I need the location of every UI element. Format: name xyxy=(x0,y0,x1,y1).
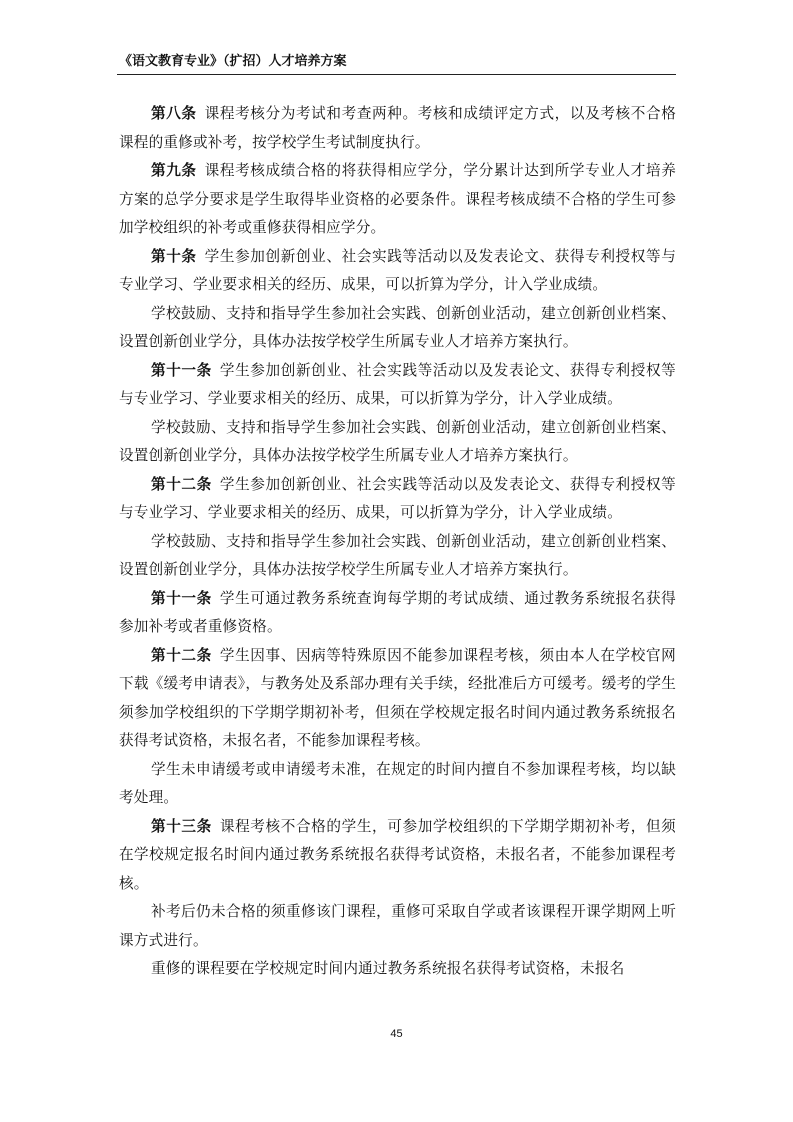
paragraph xyxy=(119,471,676,528)
paragraph-text: 学生参加创新创业、社会实践等活动以及发表论文、获得专利授权等与专业学习、学业要求相关的经历、成果，可以折算为学分，计入学业成绩。 xyxy=(119,247,676,293)
article-number: 第十二条 xyxy=(151,475,212,493)
paragraph xyxy=(119,100,676,157)
document-header-title: 《语文教育专业》（扩招）人才培养方案 xyxy=(119,54,347,69)
paragraph-text: 课程考核不合格的学生，可参加学校组织的下学期学期初补考，但须在学校规定报名时间内通过教务系统报名获得考试资格，未报名者，不能参加课程考核。 xyxy=(119,817,676,892)
paragraph-text: 学生未申请缓考或申请缓考未准，在规定的时间内擅自不参加课程考核，均以缺考处理。 xyxy=(119,760,676,806)
article-number: 第八条 xyxy=(151,105,197,122)
article-number: 第十三条 xyxy=(151,817,212,835)
paragraph-text: 学校鼓励、支持和指导学生参加社会实践、创新创业活动，建立创新创业档案、设置创新创业学分，具体办法按学校学生所属专业人才培养方案执行。 xyxy=(119,532,676,578)
paragraph-text: 学校鼓励、支持和指导学生参加社会实践、创新创业活动，建立创新创业档案、设置创新创业学分，具体办法按学校学生所属专业人才培养方案执行。 xyxy=(119,304,676,350)
paragraph xyxy=(119,528,676,585)
document-body xyxy=(119,100,676,984)
article-number: 第十二条 xyxy=(151,646,212,664)
paragraph xyxy=(119,898,676,955)
paragraph xyxy=(119,642,676,756)
paragraph-text: 重修的课程要在学校规定时间内通过教务系统报名获得考试资格，未报名 xyxy=(151,960,625,977)
paragraph-text: 学生参加创新创业、社会实践等活动以及发表论文、获得专利授权等与专业学习、学业要求相关的经历、成果，可以折算为学分，计入学业成绩。 xyxy=(119,475,676,521)
paragraph-text: 学生因事、因病等特殊原因不能参加课程考核，须由本人在学校官网下载《缓考申请表》，与教务处及系部办理有关手续，经批准后方可缓考。缓考的学生须参加学校组织的下学期学期初补考，但须在学校规定报名时间内通过教务系统报名获得考试资格，未报名者，不能参加课程考核。 xyxy=(119,646,676,749)
page-number: 45 xyxy=(390,1028,403,1040)
article-number: 第九条 xyxy=(151,162,197,179)
paragraph xyxy=(119,585,676,642)
paragraph xyxy=(119,813,676,899)
paragraph xyxy=(119,756,676,813)
paragraph-text: 补考后仍未合格的须重修该门课程，重修可采取自学或者该课程开课学期网上听课方式进行。 xyxy=(119,903,676,949)
paragraph xyxy=(119,157,676,243)
paragraph-text: 学校鼓励、支持和指导学生参加社会实践、创新创业活动，建立创新创业档案、设置创新创业学分，具体办法按学校学生所属专业人才培养方案执行。 xyxy=(119,418,676,464)
article-number: 第十一条 xyxy=(151,361,212,379)
header-divider xyxy=(117,74,676,75)
paragraph xyxy=(119,300,676,357)
article-number: 第十一条 xyxy=(151,589,212,607)
paragraph xyxy=(119,955,676,984)
paragraph xyxy=(119,414,676,471)
paragraph-text: 学生可通过教务系统查询每学期的考试成绩、通过教务系统报名获得参加补考或者重修资格。 xyxy=(119,589,676,635)
paragraph xyxy=(119,357,676,414)
paragraph xyxy=(119,243,676,300)
paragraph-text: 学生参加创新创业、社会实践等活动以及发表论文、获得专利授权等与专业学习、学业要求相关的经历、成果，可以折算为学分，计入学业成绩。 xyxy=(119,361,676,407)
article-number: 第十条 xyxy=(151,247,197,265)
paragraph-text: 课程考核分为考试和考查两种。考核和成绩评定方式，以及考核不合格课程的重修或补考，按学校学生考试制度执行。 xyxy=(119,105,676,151)
paragraph-text: 课程考核成绩合格的将获得相应学分，学分累计达到所学专业人才培养方案的总学分要求是学生取得毕业资格的必要条件。课程考核成绩不合格的学生可参加学校组织的补考或重修获得相应学分。 xyxy=(119,162,676,236)
